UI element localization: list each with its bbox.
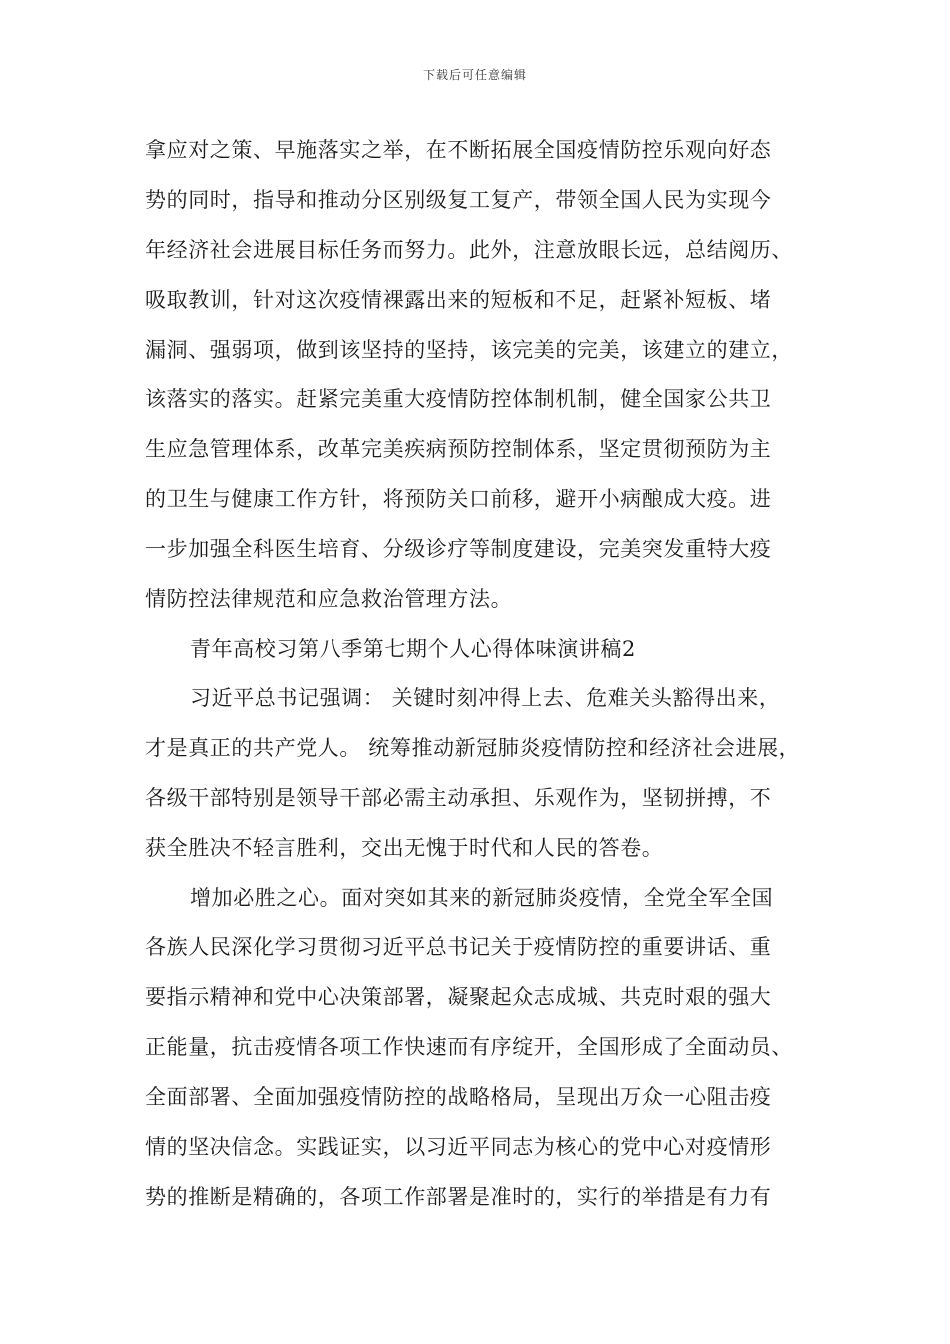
text-line: 势的推断是精确的，各项工作部署是准时的，实行的举措是有力有 — [145, 1185, 772, 1209]
text-line: 全面部署、全面加强疫情防控的战略格局，呈现出万众一心阻击疫 — [145, 1085, 772, 1109]
text-line: 情的坚决信念。实践证实，以习近平同志为核心的党中心对疫情形 — [145, 1135, 772, 1159]
section-heading: 青年高校习第八季第七期个人心得体味演讲稿2 — [190, 637, 636, 661]
text-line: 各族人民深化学习贯彻习近平总书记关于疫情防控的重要讲话、重 — [145, 935, 772, 959]
text-line: 的卫生与健康工作方针，将预防关口前移，避开小病酿成大疫。进 — [145, 487, 772, 511]
text-line: 势的同时，指导和推动分区别级复工复产，带领全国人民为实现今 — [145, 188, 772, 212]
text-line: 漏洞、强弱项，做到该坚持的坚持，该完美的完美，该建立的建立， — [145, 338, 793, 362]
text-line: 生应急管理体系，改革完美疾病预防控制体系，坚定贯彻预防为主 — [145, 437, 772, 461]
text-line: 吸取教训，针对这次疫情裸露出来的短板和不足，赶紧补短板、堵 — [145, 288, 772, 312]
text-line: 一步加强全科医生培育、分级诊疗等制度建设，完美突发重特大疫 — [145, 537, 772, 561]
text-line: 正能量，抗击疫情各项工作快速而有序绽开，全国形成了全面动员、 — [145, 1035, 793, 1059]
header-note: 下载后可任意编辑 — [422, 68, 527, 82]
text-line: 该落实的落实。赶紧完美重大疫情防控体制机制，健全国家公共卫 — [145, 387, 772, 411]
text-line: 拿应对之策、早施落实之举，在不断拓展全国疫情防控乐观向好态 — [145, 138, 772, 162]
text-line: 年经济社会进展目标任务而努力。此外，注意放眼长远，总结阅历、 — [145, 238, 793, 262]
text-line: 增加必胜之心。面对突如其来的新冠肺炎疫情，全党全军全国 — [190, 886, 774, 910]
text-line: 习近平总书记强调： 关键时刻冲得上去、危难关头豁得出来， — [190, 686, 781, 710]
text-line: 情防控法律规范和应急救治管理方法。 — [145, 587, 513, 611]
text-line: 获全胜决不轻言胜利，交出无愧于时代和人民的答卷。 — [145, 836, 664, 860]
text-line: 要指示精神和党中心决策部署，凝聚起众志成城、共克时艰的强大 — [145, 985, 772, 1009]
text-line: 才是真正的共产党人。 统筹推动新冠肺炎疫情防控和经济社会进展， — [145, 736, 801, 760]
text-line: 各级干部特别是领导干部必需主动承担、乐观作为，坚韧拼搏，不 — [145, 786, 772, 810]
